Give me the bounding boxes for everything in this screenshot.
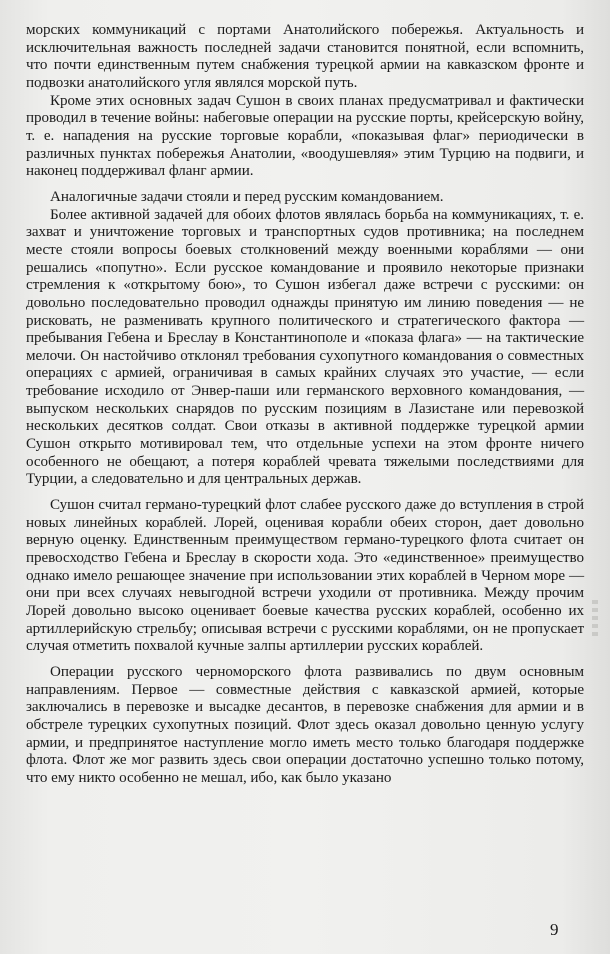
paragraph-3: Аналогичные задачи стояли и перед русским командованием. <box>50 188 444 205</box>
body-text <box>26 22 584 788</box>
paragraph-4: Более активной задачей для обоих флотов являлась борьба на коммуникациях, т. е. захват и уничтожение торговых и транспортных судов противника; на последнем месте стояли вопросы боевых столкновений между военными кораблями — они решались «попутно». Если русское командование и проявило некоторые признаки стремления к «открытому бою», то Сушон избегал даже встречи с русскими: он довольно последовательно проводил однажды принятую им линию поведения — не рисковать, не разменивать крупного политического и стратегического фактора — пребывания Гебена и Бреслау в Константинополе и «показа флага» — на тактические мелочи. Он настойчиво отклонял требования сухопутного командования о совместных операциях с армией, ограничивая в самых крайних случаях это участие, — если требование исходило от Энвер-паши или германского верховного командования, — выпуском нескольких снарядов по русским позициям в Лазистане или перевозкой нескольких десятков солдат. Свои отказы в активной поддержке турецкой армии Сушон открыто мотивировал тем, что отдельные успехи на этом фронте ничего особенного не обещают, а потеря кораблей чревата тяжелыми последствиями для Турции, а следовательно и для центральных держав. <box>26 206 584 488</box>
paragraph-2: Кроме этих основных задач Сушон в своих планах предусматривал и фактически проводил в течение войны: набеговые операции на русские порты, крейсерскую войну, т. е. нападения на русские торговые корабли, «показывая флаг» периодически в различных пунктах побережья Анатолии, «воодушевляя» этим Турцию на подвиги, и наконец поддерживал фланг армии. <box>26 92 584 180</box>
paragraph-1: морских коммуникаций с портами Анатолийского побережья. Актуальность и исключительная важность последней задачи становится понятной, если вспомнить, что почти единственным путем снабжения турецкой армии на кавказском фронте и подвозки анатолийского угля являлся морской путь. <box>26 22 584 91</box>
margin-smudge <box>592 600 598 640</box>
page-number: 9 <box>550 920 559 939</box>
paragraph-6: Операции русского черноморского флота развивались по двум основным направлениям. Первое — совместные действия с кавказской армией, которые заключались в перевозке и высадке десантов, в перевозке снабжения для армии и в обстреле турецких сухопутных позиций. Флот здесь оказал довольно ценную услугу армии, и предпринятое наступление могло иметь место только благодаря поддержке флота. Флот же мог развить здесь свои операции достаточно успешно только потому, что ему никто особенно не мешал, ибо, как было указано <box>26 663 584 786</box>
paragraph-5: Сушон считал германо-турецкий флот слабее русского даже до вступления в строй новых линейных кораблей. Лорей, оценивая корабли обеих сторон, дает довольно верную оценку. Единственным преимуществом германо-турецкого флота считает он превосходство Гебена и Бреслау в скорости хода. Это «единственное» преимущество однако имело решающее значение при использовании этих кораблей в Черном море — они при всех случаях невыгодной встречи уходили от противника. Между прочим Лорей довольно высоко оценивает боевые качества русских кораблей, особенно их артиллерийскую стрельбу; описывая встречи с русскими кораблями, он не пропускает случая отметить похвалой кучные залпы артиллерии русских кораблей. <box>26 497 584 655</box>
